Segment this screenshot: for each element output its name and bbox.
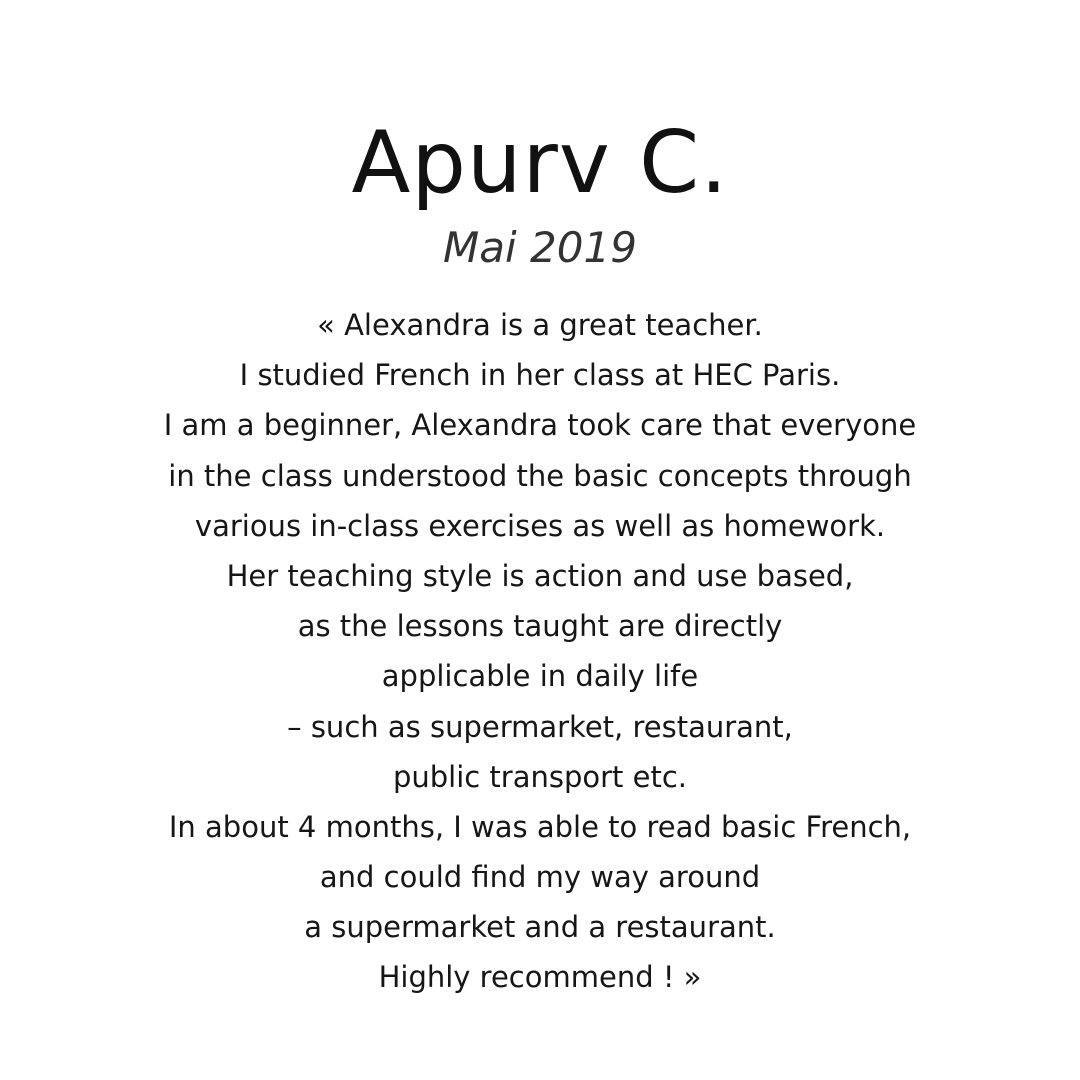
quote-line: and could find my way around	[319, 860, 761, 895]
quote-line: in the class understood the basic concepts through	[168, 458, 912, 493]
quote-line: a supermarket and a restaurant.	[304, 910, 776, 945]
quote-line: I am a beginner, Alexandra took care that everyone	[163, 408, 917, 443]
testimonial-quote	[0, 300, 1080, 1003]
review-date: Mai 2019	[443, 223, 637, 272]
quote-line: – such as supermarket, restaurant,	[287, 709, 793, 744]
quote-line: « Alexandra is a great teacher.	[317, 308, 763, 342]
quote-line: applicable in daily life	[381, 659, 699, 694]
reviewer-name: Apurv C.	[351, 113, 729, 213]
quote-line: I studied French in her class at HEC Paris.	[239, 358, 841, 393]
quote-line: various in-class exercises as well as homework.	[194, 508, 886, 543]
quote-line: public transport etc.	[392, 759, 688, 794]
quote-line: In about 4 months, I was able to read basic French,	[168, 809, 912, 844]
quote-line: Highly recommend ! »	[378, 960, 702, 995]
quote-line: as the lessons taught are directly	[297, 609, 783, 644]
quote-line: Her teaching style is action and use based,	[226, 558, 854, 593]
